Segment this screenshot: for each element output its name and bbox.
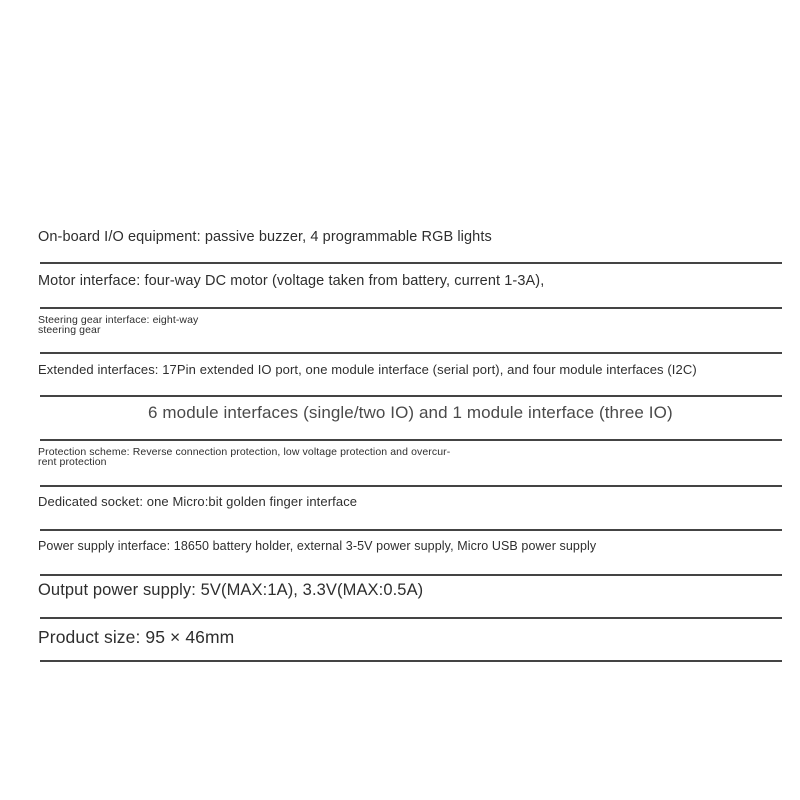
spec-motor-interface: Motor interface: four-way DC motor (voltage taken from battery, current 1-3A), xyxy=(38,273,545,289)
spec-steering-gear-line2: steering gear xyxy=(38,324,101,336)
spec-protection-line1: Protection scheme: Reverse connection protection, low voltage protection and overcur- xyxy=(38,446,451,458)
spec-steering-gear xyxy=(38,315,498,335)
spec-power-supply-interface: Power supply interface: 18650 battery holder, external 3-5V power supply, Micro USB power supply xyxy=(38,539,597,553)
spec-onboard-io: On-board I/O equipment: passive buzzer, 4 programmable RGB lights xyxy=(38,229,492,245)
divider xyxy=(40,395,782,397)
divider xyxy=(40,485,782,487)
divider xyxy=(40,262,782,264)
spec-product-size: Product size: 95 × 46mm xyxy=(38,627,235,647)
spec-output-power-supply: Output power supply: 5V(MAX:1A), 3.3V(MAX:0.5A) xyxy=(38,581,424,599)
divider xyxy=(40,660,782,662)
divider xyxy=(40,352,782,354)
spec-protection-line2: rent protection xyxy=(38,456,107,468)
divider xyxy=(40,529,782,531)
divider xyxy=(40,617,782,619)
divider xyxy=(40,307,782,309)
spec-dedicated-socket: Dedicated socket: one Micro:bit golden finger interface xyxy=(38,494,358,509)
divider xyxy=(40,439,782,441)
spec-steering-gear-line1: Steering gear interface: eight-way xyxy=(38,314,199,326)
spec-extended-interfaces: Extended interfaces: 17Pin extended IO port, one module interface (serial port), and four module interfaces (I2C) xyxy=(38,362,697,377)
divider xyxy=(40,574,782,576)
spec-module-interfaces: 6 module interfaces (single/two IO) and 1 module interface (three IO) xyxy=(148,403,673,422)
spec-protection-scheme xyxy=(38,447,508,467)
